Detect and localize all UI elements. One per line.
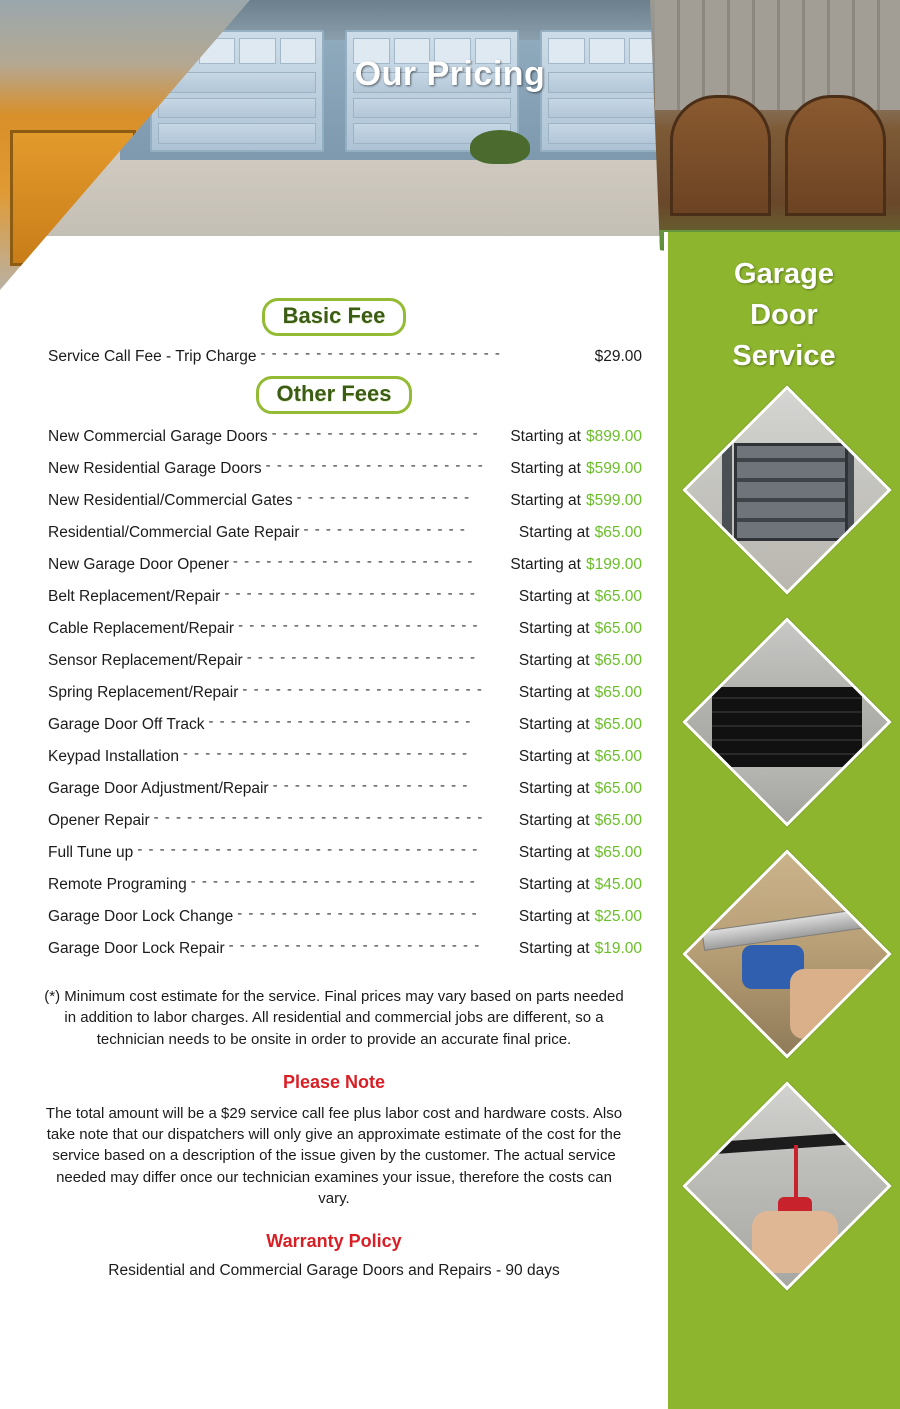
sidebar-photo-list xyxy=(668,387,900,1315)
sidebar-title xyxy=(668,254,900,378)
fee-label: Opener Repair xyxy=(48,812,150,829)
fee-dots: - - - - - - - - - - - - - - - - xyxy=(296,489,471,506)
fee-dots: - - - - - - - - - - - - - - - - - - - - - - - - - - xyxy=(190,873,476,890)
fee-dots: - - - - - - - - - - - - - - - xyxy=(303,521,466,538)
fee-row xyxy=(0,905,668,926)
disclaimer-text: (*) Minimum cost estimate for the service. Final prices may vary based on parts needed in addition to labor charges. All residential and commercial jobs are different, so a technician needs to be onsite in order to provide an accurate final price. xyxy=(44,988,624,1048)
fee-label: Remote Programing xyxy=(48,876,187,893)
fee-row xyxy=(0,681,668,702)
sidebar xyxy=(664,232,900,1409)
fee-row xyxy=(0,553,668,574)
fee-label: Cable Replacement/Repair xyxy=(48,620,235,637)
fee-prefix: Starting at xyxy=(518,876,590,893)
fee-prefix: Starting at xyxy=(518,844,590,861)
fee-prefix: Starting at xyxy=(518,940,590,957)
fee-prefix: Starting at xyxy=(518,588,590,605)
fee-row-service-call xyxy=(0,345,668,366)
fee-row xyxy=(0,521,668,542)
other-fees-list xyxy=(0,425,668,958)
fee-price: $599.00 xyxy=(585,460,642,477)
fee-price: $199.00 xyxy=(585,556,642,573)
fee-price: $65.00 xyxy=(594,588,642,605)
fee-dots: - - - - - - - - - - - - - - - - - - - - - - xyxy=(260,345,501,362)
fee-prefix: Starting at xyxy=(518,716,590,733)
fee-row xyxy=(0,425,668,446)
fee-price: $19.00 xyxy=(594,940,642,957)
fee-price: $65.00 xyxy=(594,844,642,861)
other-fees-badge-row xyxy=(0,366,668,414)
fee-label: Garage Door Lock Change xyxy=(48,908,234,925)
fee-prefix: Starting at xyxy=(518,908,590,925)
sidebar-title-line-1: Garage xyxy=(734,258,834,290)
fee-dots: - - - - - - - - - - - - - - - - - - - xyxy=(271,425,479,442)
fee-price: $29.00 xyxy=(594,348,642,365)
fee-label: Garage Door Off Track xyxy=(48,716,205,733)
fee-row xyxy=(0,713,668,734)
warranty-policy-heading: Warranty Policy xyxy=(266,1231,402,1252)
fee-label: Belt Replacement/Repair xyxy=(48,588,221,605)
fee-row xyxy=(0,489,668,510)
fee-dots: - - - - - - - - - - - - - - - - - - xyxy=(272,777,469,794)
sidebar-title-line-2: Door xyxy=(750,299,818,332)
fee-label: New Residential Garage Doors xyxy=(48,460,262,477)
fee-label: Garage Door Adjustment/Repair xyxy=(48,780,269,797)
fee-price: $65.00 xyxy=(594,684,642,701)
fee-dots: - - - - - - - - - - - - - - - - - - - - xyxy=(265,457,484,474)
fee-prefix: Starting at xyxy=(518,652,590,669)
fee-prefix: Starting at xyxy=(518,684,590,701)
fee-prefix: Starting at xyxy=(518,524,590,541)
sidebar-title-line-3: Service xyxy=(732,340,836,373)
fee-label: Garage Door Lock Repair xyxy=(48,940,225,957)
fee-price: $65.00 xyxy=(594,748,642,765)
please-note-heading: Please Note xyxy=(282,1071,386,1092)
fee-row xyxy=(0,649,668,670)
warranty-policy-text: Residential and Commercial Garage Doors and Repairs - 90 days xyxy=(108,1262,560,1280)
basic-fee-badge: Basic Fee xyxy=(262,298,407,336)
fee-row xyxy=(0,457,668,478)
fee-label: Spring Replacement/Repair xyxy=(48,684,239,701)
fee-dots: - - - - - - - - - - - - - - - - - - - - - - - xyxy=(228,937,481,954)
technician-pulling-release-cord-photo xyxy=(684,1083,884,1283)
fee-label: New Commercial Garage Doors xyxy=(48,428,268,445)
fee-prefix: Starting at xyxy=(510,460,581,477)
fee-prefix: Starting at xyxy=(510,492,581,509)
technician-installing-rail-photo xyxy=(684,851,884,1051)
fee-row xyxy=(0,745,668,766)
fee-label: Residential/Commercial Gate Repair xyxy=(48,524,300,541)
fee-row xyxy=(0,617,668,638)
fee-dots: - - - - - - - - - - - - - - - - - - - - - - - - xyxy=(208,713,472,730)
fee-label: New Residential/Commercial Gates xyxy=(48,492,293,509)
fee-price: $65.00 xyxy=(594,652,642,669)
fee-row xyxy=(0,841,668,862)
fee-price: $65.00 xyxy=(594,524,642,541)
fee-dots: - - - - - - - - - - - - - - - - - - - - - - xyxy=(232,553,474,570)
fee-label: Full Tune up xyxy=(48,844,134,861)
fee-price: $45.00 xyxy=(594,876,642,893)
pricing-content xyxy=(0,290,668,1280)
fee-prefix: Starting at xyxy=(510,428,581,445)
fee-prefix: Starting at xyxy=(518,812,590,829)
fee-dots: - - - - - - - - - - - - - - - - - - - - - - - - - - - - - - xyxy=(153,809,484,826)
fee-row xyxy=(0,937,668,958)
fee-dots: - - - - - - - - - - - - - - - - - - - - - xyxy=(246,649,476,666)
fee-price: $65.00 xyxy=(594,780,642,797)
fee-label: Keypad Installation xyxy=(48,748,179,765)
fee-price: $899.00 xyxy=(585,428,642,445)
black-commercial-garage-door-photo xyxy=(684,619,884,819)
fee-row xyxy=(0,873,668,894)
fee-prefix: Starting at xyxy=(518,620,590,637)
fee-price: $599.00 xyxy=(585,492,642,509)
fee-price: $65.00 xyxy=(594,716,642,733)
fee-dots: - - - - - - - - - - - - - - - - - - - - - - - - - - - - - - - xyxy=(137,841,479,858)
fee-prefix: Starting at xyxy=(518,780,590,797)
fee-prefix: Starting at xyxy=(518,748,590,765)
fee-dots: - - - - - - - - - - - - - - - - - - - - - - xyxy=(242,681,483,698)
other-fees-badge: Other Fees xyxy=(256,376,413,414)
commercial-glass-garage-door-photo xyxy=(684,387,884,587)
fee-dots: - - - - - - - - - - - - - - - - - - - - - - - xyxy=(224,585,476,602)
fee-label: Sensor Replacement/Repair xyxy=(48,652,243,669)
fee-label: Service Call Fee - Trip Charge xyxy=(48,348,257,365)
fee-price: $65.00 xyxy=(594,812,642,829)
fee-row xyxy=(0,585,668,606)
please-note-text: The total amount will be a $29 service call fee plus labor cost and hardware costs. Also take note that our dispatchers will only give an approximate estimate of the cost for the service based on a description of the issue given by the customer. The actual service needed may differ once our technician examines your issue, therefore the costs can vary. xyxy=(45,1104,623,1208)
page-title: Our Pricing xyxy=(354,55,546,93)
fee-dots: - - - - - - - - - - - - - - - - - - - - - - - - - - xyxy=(182,745,469,762)
fee-dots: - - - - - - - - - - - - - - - - - - - - - - xyxy=(237,905,478,922)
fee-row xyxy=(0,809,668,830)
fee-prefix: Starting at xyxy=(510,556,581,573)
fee-label: New Garage Door Opener xyxy=(48,556,229,573)
fee-row xyxy=(0,777,668,798)
fee-price: $65.00 xyxy=(594,620,642,637)
basic-fee-badge-row xyxy=(0,290,668,336)
fee-dots: - - - - - - - - - - - - - - - - - - - - - - xyxy=(238,617,479,634)
fee-price: $25.00 xyxy=(594,908,642,925)
